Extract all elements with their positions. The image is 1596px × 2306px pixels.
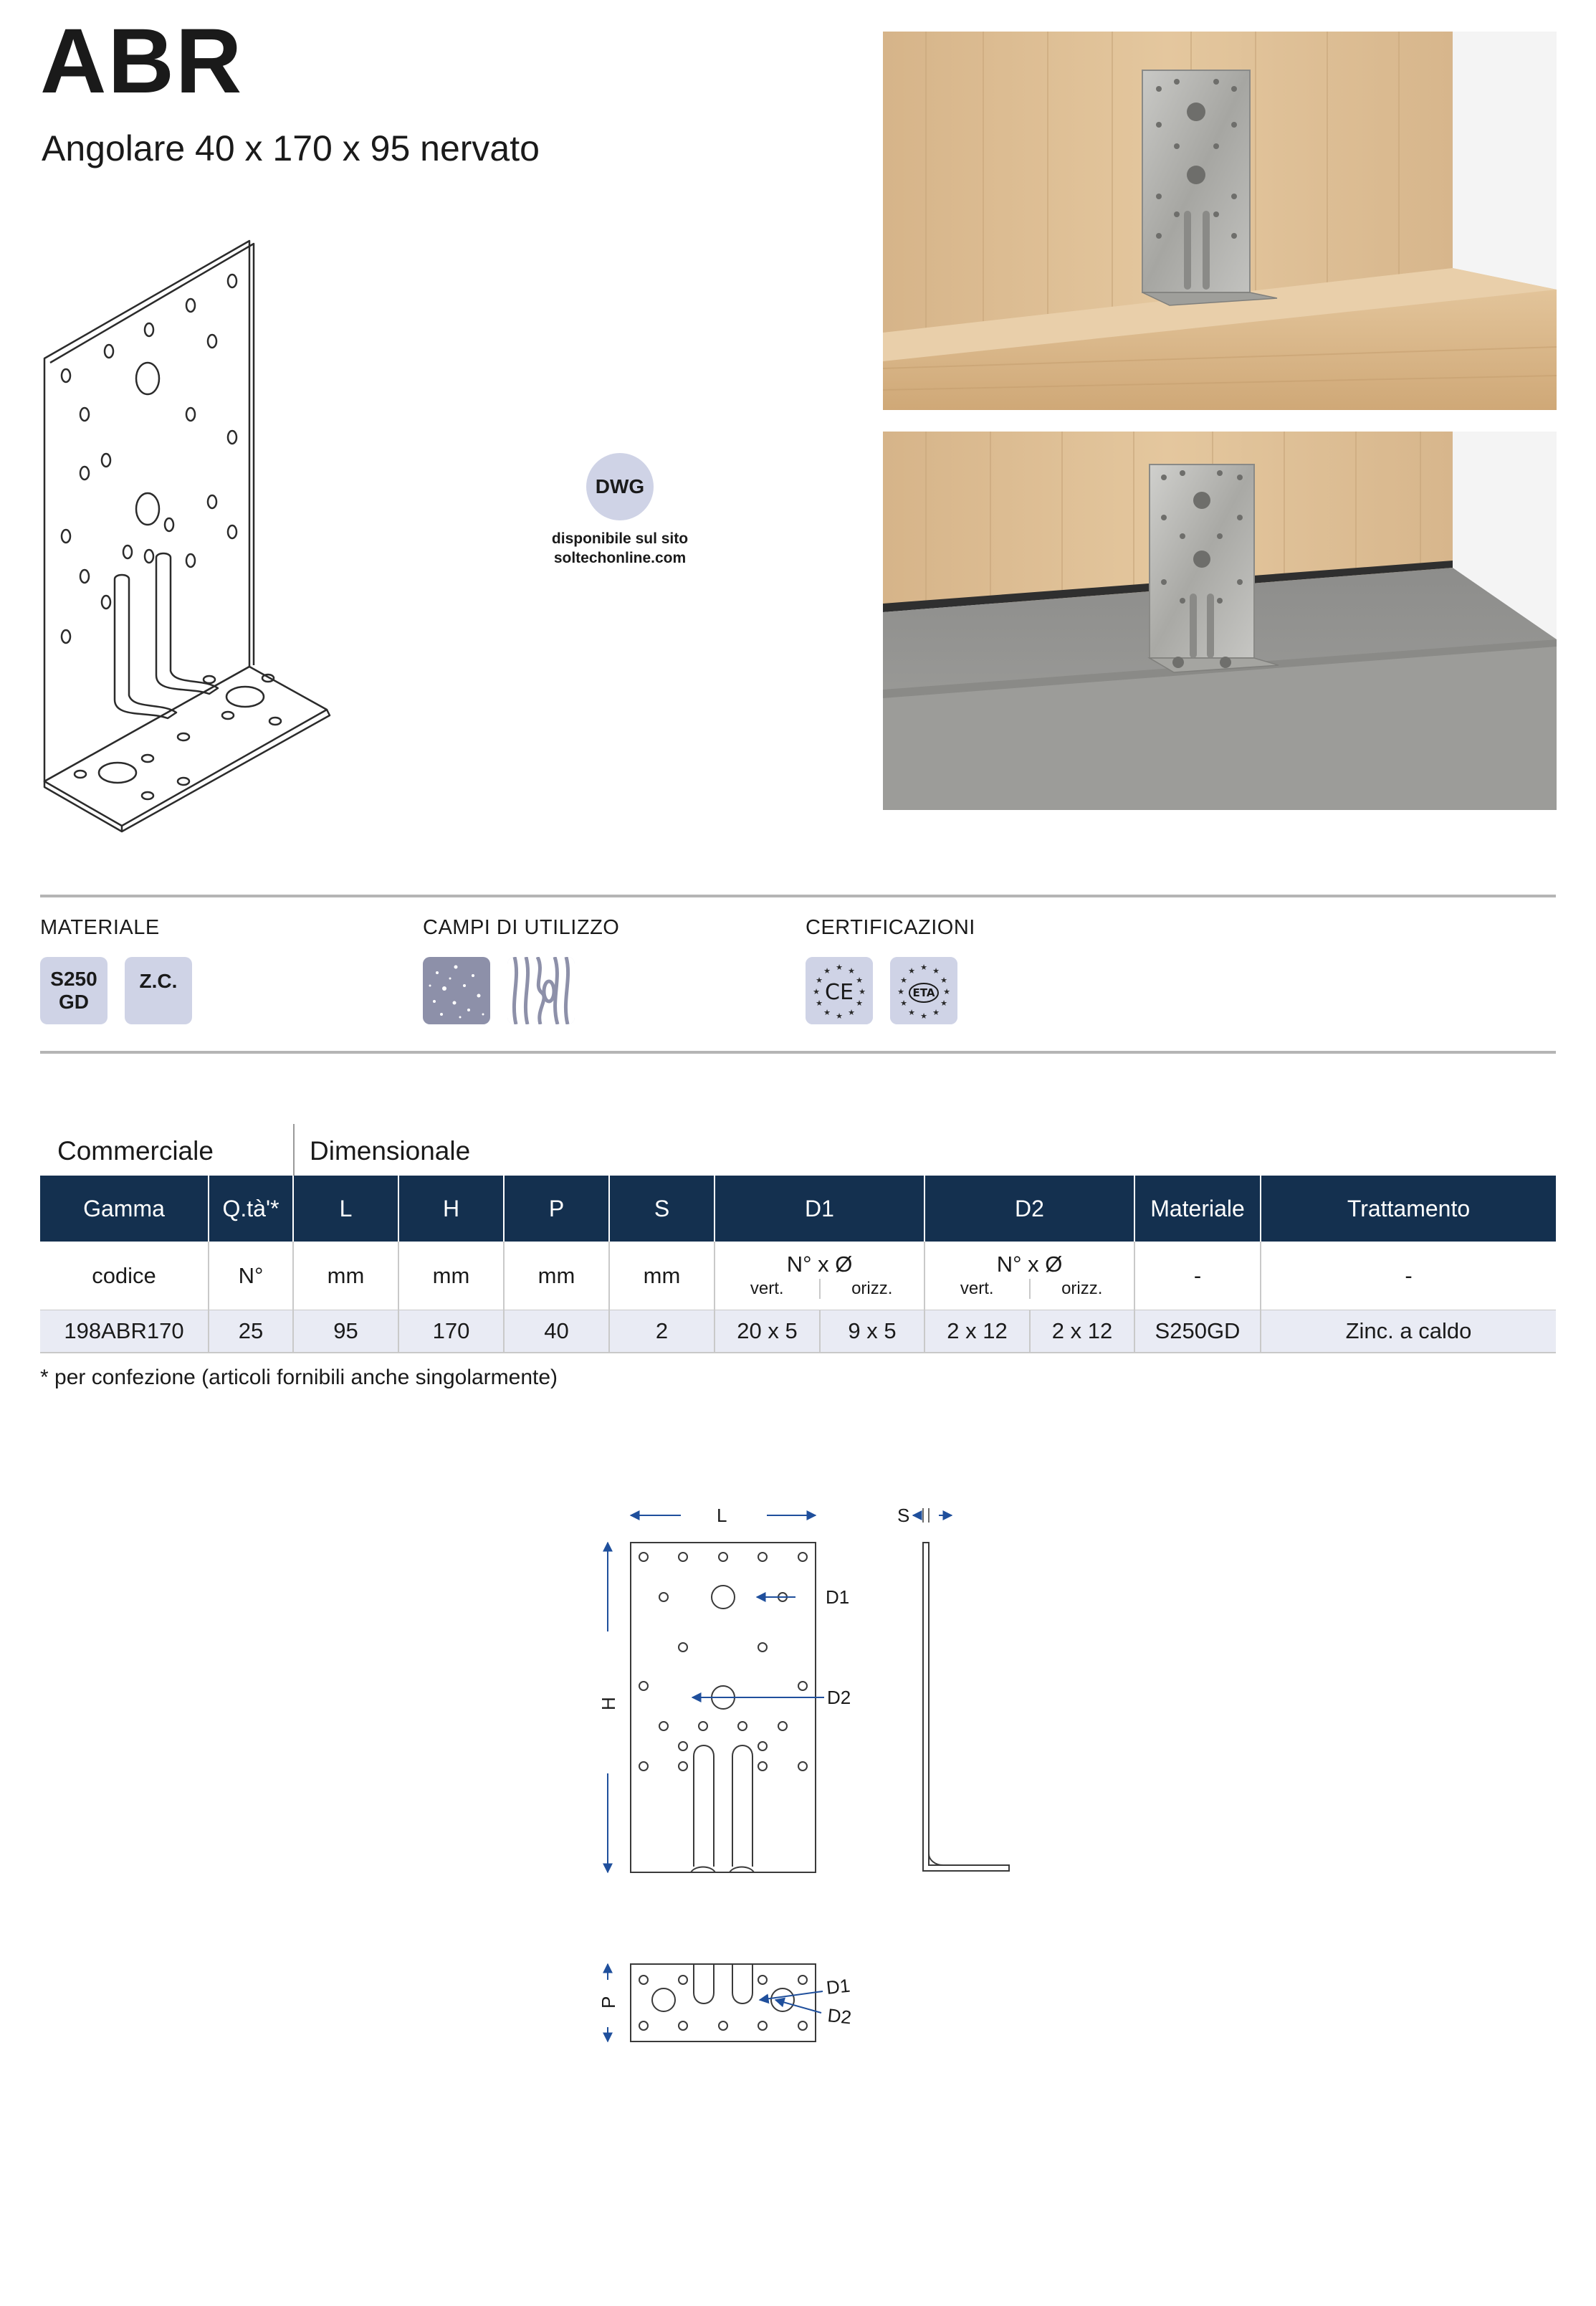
svg-text:★: ★	[940, 976, 947, 985]
unit-l: mm	[294, 1242, 399, 1310]
svg-text:★: ★	[932, 966, 940, 976]
technical-drawing	[588, 1498, 1032, 2072]
cell-d1-vert: 20 x 5	[715, 1310, 821, 1352]
unit-h: mm	[399, 1242, 505, 1310]
unit-d1-label: N° x Ø	[786, 1252, 853, 1277]
cell-d1-orizz: 9 x 5	[821, 1310, 925, 1352]
cell-qta: 25	[209, 1310, 294, 1352]
svg-text:★: ★	[897, 987, 904, 996]
unit-s: mm	[610, 1242, 715, 1310]
dim-label-d1-plan: D1	[825, 1974, 851, 1998]
cell-materiale: S250GD	[1135, 1310, 1261, 1352]
svg-text:★: ★	[823, 966, 831, 976]
dim-label-d2: D2	[827, 1687, 851, 1708]
wood-grain-icon	[507, 957, 575, 1024]
svg-text:★: ★	[823, 1008, 831, 1017]
dim-label-p: P	[598, 1996, 619, 2009]
cell-p: 40	[505, 1310, 610, 1352]
unit-d2-label: N° x Ø	[996, 1252, 1063, 1277]
eta-mark-text: ETA	[912, 986, 935, 999]
concrete-icon	[423, 957, 490, 1024]
unit-d1-vert: vert.	[750, 1279, 784, 1298]
product-code: ABR	[40, 10, 244, 113]
photo-bracket-on-concrete	[883, 432, 1557, 810]
cell-s: 2	[610, 1310, 715, 1352]
photo-bracket-on-wood	[883, 32, 1557, 410]
svg-text:★: ★	[900, 999, 907, 1008]
th-p: P	[505, 1176, 610, 1242]
campi-label: CAMPI DI UTILIZZO	[423, 916, 620, 939]
material-badge-s250gd: S250 GD	[40, 957, 107, 1024]
dim-label-d1: D1	[826, 1586, 850, 1608]
certificazioni-label: CERTIFICAZIONI	[806, 916, 975, 939]
svg-text:★: ★	[856, 976, 863, 985]
unit-p: mm	[505, 1242, 610, 1310]
svg-text:★: ★	[932, 1008, 940, 1017]
svg-text:★: ★	[836, 1011, 843, 1021]
cell-d2-orizz: 2 x 12	[1031, 1310, 1135, 1352]
unit-d2-vert: vert.	[960, 1279, 994, 1298]
dwg-availability-note	[516, 529, 724, 568]
group-commerciale: Commerciale	[57, 1136, 214, 1166]
unit-gamma: codice	[40, 1242, 209, 1310]
th-l: L	[294, 1176, 399, 1242]
unit-d1-orizz: orizz.	[819, 1279, 924, 1299]
bracket-isometric-illustration	[40, 237, 341, 839]
divider-top	[40, 895, 1556, 897]
group-dimensionale: Dimensionale	[310, 1136, 471, 1166]
dim-label-d2-plan: D2	[826, 2004, 853, 2029]
svg-text:★: ★	[836, 963, 843, 972]
unit-qta: N°	[209, 1242, 294, 1310]
material-badge-zc: Z.C.	[125, 957, 192, 1024]
th-gamma: Gamma	[40, 1176, 209, 1242]
cell-h: 170	[399, 1310, 505, 1352]
group-separator	[293, 1124, 295, 1176]
svg-text:★: ★	[816, 976, 823, 985]
footnote: * per confezione (articoli fornibili anche singolarmente)	[40, 1366, 558, 1389]
materiale-label: MATERIALE	[40, 916, 160, 939]
unit-trattamento: -	[1405, 1263, 1413, 1288]
svg-text:CE: CE	[825, 980, 854, 1005]
divider-bottom	[40, 1051, 1556, 1054]
unit-d1	[715, 1242, 925, 1310]
svg-text:★: ★	[920, 963, 927, 972]
dim-label-s: S	[897, 1505, 910, 1526]
dwg-badge-label: DWG	[595, 475, 645, 497]
cell-trattamento: Zinc. a caldo	[1261, 1310, 1556, 1352]
th-s: S	[610, 1176, 715, 1242]
svg-text:★: ★	[848, 966, 855, 976]
cell-l: 95	[294, 1310, 399, 1352]
unit-materiale: -	[1135, 1242, 1261, 1310]
svg-text:★: ★	[848, 1008, 855, 1017]
svg-text:★: ★	[856, 999, 863, 1008]
dwg-note-line1: disponibile sul sito	[551, 530, 689, 547]
svg-text:★: ★	[943, 987, 950, 996]
unit-d2	[925, 1242, 1135, 1310]
eta-mark-icon	[890, 957, 957, 1024]
th-d1: D1	[715, 1176, 925, 1242]
th-trattamento: Trattamento	[1347, 1195, 1471, 1221]
svg-text:★: ★	[908, 1008, 915, 1017]
th-materiale: Materiale	[1135, 1176, 1261, 1242]
svg-text:★: ★	[900, 976, 907, 985]
svg-text:★: ★	[908, 966, 915, 976]
svg-text:★: ★	[920, 1011, 927, 1021]
dwg-note-line2[interactable]: soltechonline.com	[553, 550, 687, 567]
svg-text:★: ★	[813, 987, 820, 996]
dim-label-l: L	[717, 1505, 727, 1526]
svg-text:★: ★	[940, 999, 947, 1008]
svg-text:★: ★	[859, 987, 866, 996]
cell-gamma: 198ABR170	[40, 1310, 209, 1352]
cell-d2-vert: 2 x 12	[925, 1310, 1031, 1352]
table-bottom-rule	[40, 1352, 1556, 1353]
th-d2: D2	[925, 1176, 1135, 1242]
product-subtitle: Angolare 40 x 170 x 95 nervato	[42, 128, 540, 168]
ce-mark-icon	[806, 957, 873, 1024]
th-qta: Q.tà'*	[209, 1176, 294, 1242]
svg-text:★: ★	[816, 999, 823, 1008]
unit-d2-orizz: orizz.	[1029, 1279, 1134, 1299]
th-h: H	[399, 1176, 505, 1242]
dim-label-h: H	[598, 1697, 619, 1710]
dwg-download-badge[interactable]	[586, 453, 654, 520]
